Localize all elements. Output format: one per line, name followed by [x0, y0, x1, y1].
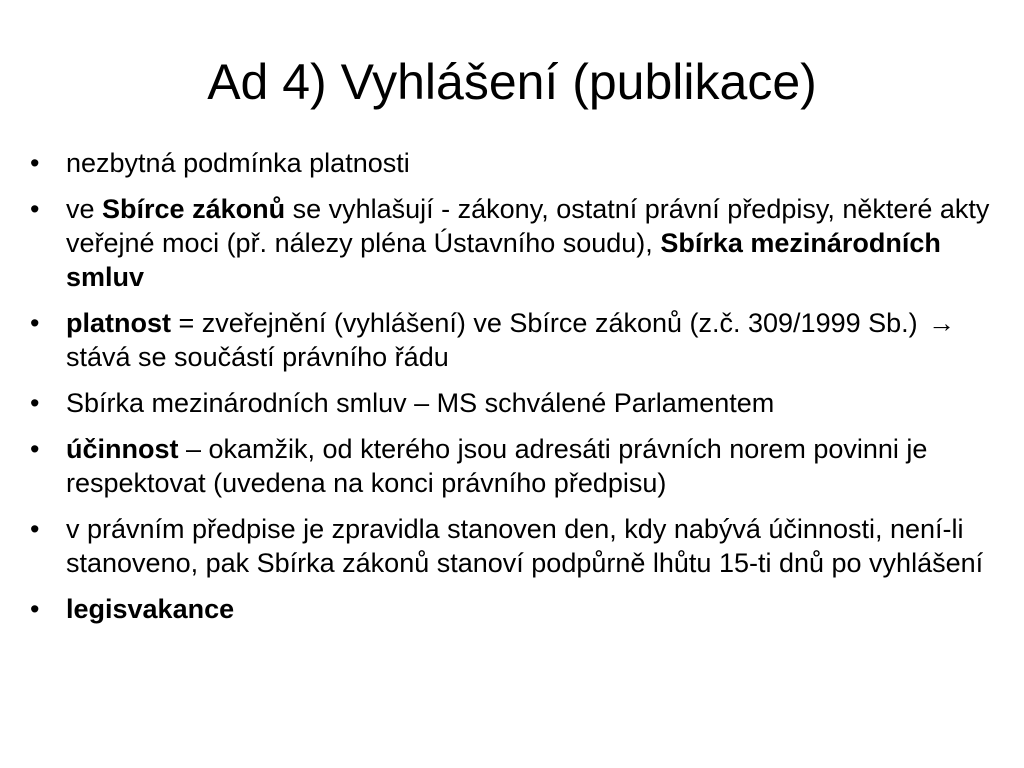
bullet-text: v právním předpise je zpravidla stanoven den, kdy nabývá účinnosti, není-li stanoveno, pak Sbírka zákonů stanoví podpůrně lhůtu 15-ti dnů po vyhlášení [66, 514, 984, 578]
bullet-marker: • [30, 514, 40, 544]
bold-term: legisvakance [66, 594, 235, 624]
bullet-text: = zveřejnění (vyhlášení) ve Sbírce zákonů (z.č. 309/1999 Sb.) [171, 308, 926, 338]
bullet-marker: • [30, 594, 40, 624]
arrow-right-icon: → [928, 308, 956, 338]
bullet-item [30, 306, 990, 374]
bold-term: platnost [66, 308, 171, 338]
bullet-marker: • [30, 308, 40, 338]
bullet-text: se vyhlašují - zákony, ostatní právní předpisy, některé akty veřejné moci (př. nálezy pléna Ústavního soudu), [66, 194, 990, 258]
bullet-item [30, 146, 990, 180]
bullet-list [30, 146, 990, 638]
bullet-text: nezbytná podmínka platnosti [66, 148, 410, 178]
bullet-text: stává se součástí právního řádu [66, 342, 449, 372]
bullet-text: Sbírka mezinárodních smluv – MS schválené Parlamentem [66, 388, 775, 418]
bullet-marker: • [30, 434, 40, 464]
bold-term: Sbírka mezinárodních smluv [66, 228, 941, 292]
bullet-marker: • [30, 194, 40, 224]
slide-title: Ad 4) Vyhlášení (publikace) [207, 54, 817, 110]
bullet-item [30, 432, 990, 500]
bullet-marker: • [30, 388, 40, 418]
bold-term: účinnost [66, 434, 179, 464]
bullet-text: – okamžik, od kterého jsou adresáti právních norem povinni je respektovat (uvedena na konci právního předpisu) [66, 434, 928, 498]
bullet-item [30, 386, 990, 420]
bullet-item [30, 592, 990, 626]
bullet-item [30, 512, 990, 580]
bullet-item [30, 192, 990, 294]
bullet-marker: • [30, 148, 40, 178]
bullet-text: ve [66, 194, 103, 224]
bold-term: Sbírce zákonů [102, 194, 286, 224]
